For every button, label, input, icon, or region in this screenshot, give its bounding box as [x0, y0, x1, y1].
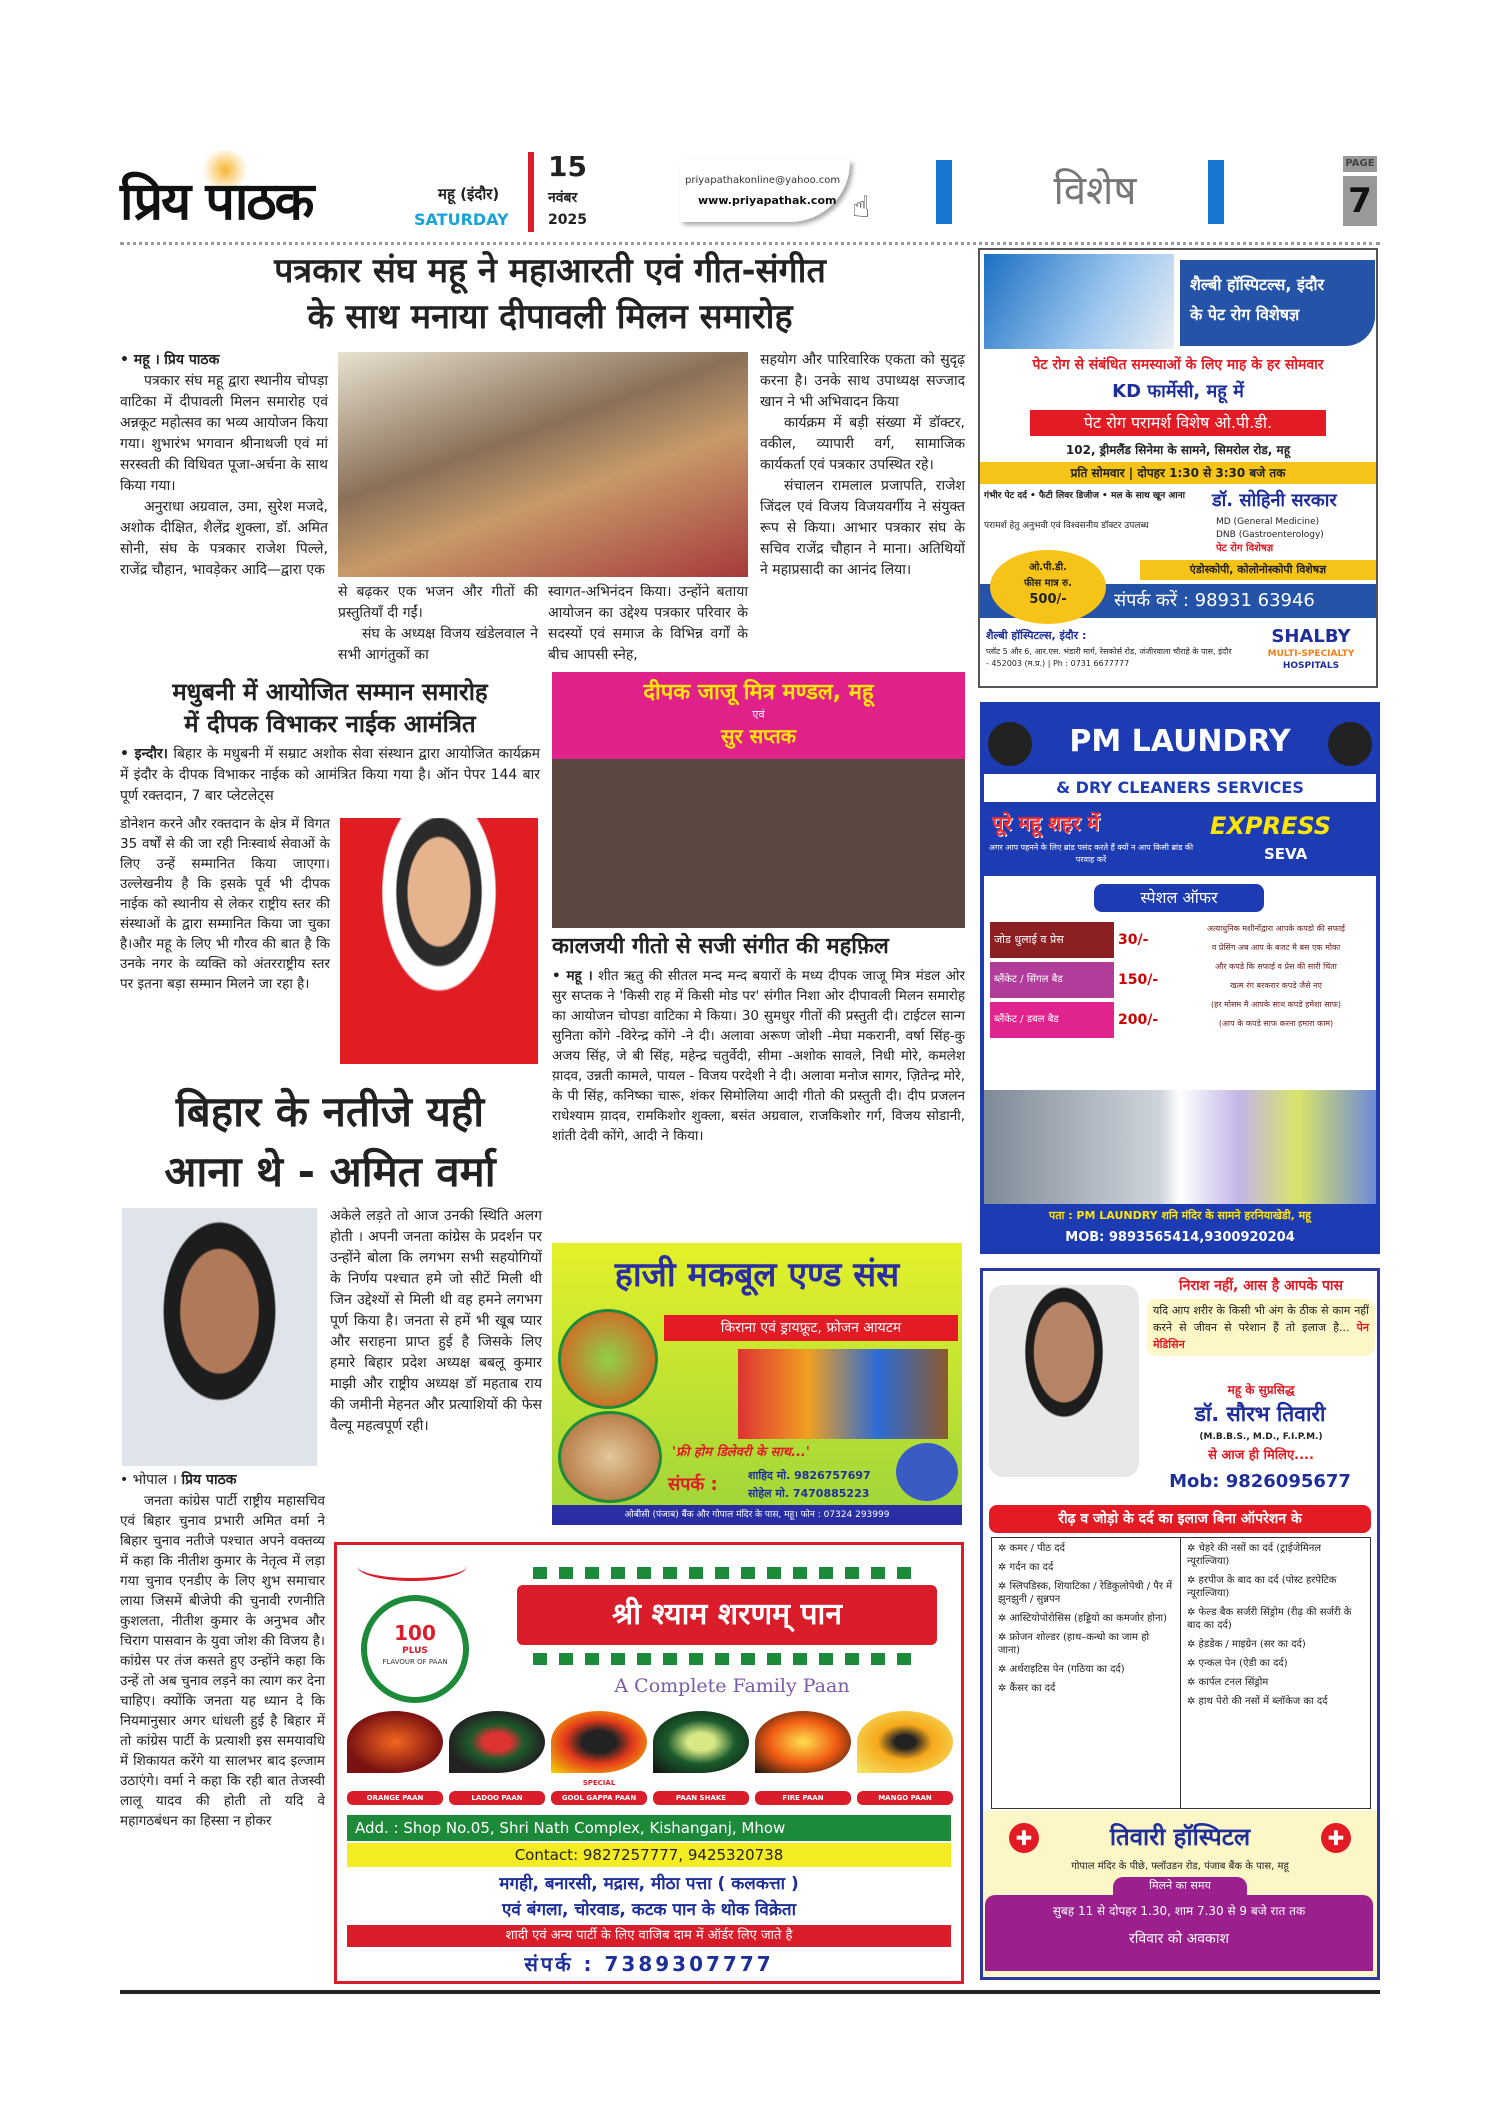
- paan-leaf-garland-bottom: [533, 1653, 923, 1665]
- laundry-photo: [984, 1090, 1376, 1204]
- doctor-photo: [989, 1285, 1139, 1477]
- story1-headline-2: के साथ मनाया दीपावली मिलन समारोह: [307, 297, 793, 337]
- story1-col4-para: सहयोग और पारिवारिक एकता को सुदृढ़ करना है। उनके साथ उपाध्यक्ष सज्जाद खान ने भी अभिवादन किया: [760, 352, 965, 410]
- price-item: जोड धुलाई व प्रेस: [990, 922, 1114, 958]
- section-bracket-left: [936, 160, 952, 224]
- laundry-mobile: MOB: 9893565414,9300920204: [1065, 1230, 1295, 1245]
- story1-col1-para: पत्रकार संघ महू द्वारा स्थानीय चोपड़ा वाटिका में दीपावली मिलन समारोह एवं अन्नकूट महोत्सव का भव्य आयोजन किया गया। शुभारंभ भगवान श्रीनाथजी एवं मां सरस्वती की विधिवत पूजा-अर्चना के साथ किया गया।: [120, 373, 328, 494]
- shalby-title-1: शैल्बी हॉस्पिटल्स, इंदौर: [1190, 275, 1325, 294]
- condition-item: ✲ कमर / पीठ दर्द: [998, 1543, 1065, 1554]
- story3-banner-3: सुर सप्तक: [720, 724, 797, 748]
- conditions-list: [991, 1537, 1371, 1809]
- paan-label: FIRE PAAN: [755, 1791, 851, 1805]
- story4-dateline-place: • भोपाल ।: [120, 1472, 178, 1488]
- conditions-column: [992, 1538, 1181, 1808]
- red-cross-icon: ✚: [1009, 1823, 1039, 1853]
- price-value: 150/-: [1118, 972, 1159, 988]
- paan-title: श्री श्याम शरणम् पान: [517, 1585, 937, 1645]
- haji-contact-2: सोहेल मो. 7470885223: [748, 1487, 870, 1500]
- story1-col1-para: अनुराधा अग्रवाल, उमा, सुरेश मजदे, अशोक दीक्षित, शैलेंद्र शुक्ला, डॉ. अमित सोनी, संघ के पत्रकार राजेश पिल्ले, राजेंद्र चौहान, भावड़ेकर आदि—द्वारा एक: [120, 499, 328, 578]
- haji-title: हाजी मकबूल एण्ड संस: [614, 1255, 900, 1295]
- story2-headline-2: में दीपक विभाकर नाईक आमंत्रित: [184, 710, 476, 738]
- story1-dateline-source: प्रिय पाठक: [164, 352, 220, 368]
- frozen-food-photo: [558, 1309, 658, 1409]
- paan-special: SPECIAL: [582, 1779, 616, 1787]
- ad-paan: [334, 1542, 964, 1984]
- tiwari-doctor: डॉ. सौरभ तिवारी: [1194, 1402, 1326, 1426]
- story4-headline: [120, 1082, 540, 1202]
- laundry-title: PM LAUNDRY: [1069, 724, 1291, 759]
- website-link[interactable]: www.priyapathak.com: [698, 194, 837, 207]
- tiwari-intro-text: यदि आप शरीर के किसी भी अंग के ठीक से काम नहीं करने से जीवन से परेशान हैं तो इलाज है...: [1153, 1304, 1369, 1334]
- paan-image: [449, 1711, 545, 1773]
- shalby-line1: पेट रोग से संबंधित समस्याओं के लिए माह के हर सोमवार: [1032, 357, 1324, 373]
- tiwari-time-box: [985, 1895, 1373, 1971]
- condition-item: ✲ फ्रोजन शोल्डर (हाथ–कन्धो का जाम हो जाना): [998, 1632, 1150, 1656]
- story1-col2-para: से बढ़कर एक भजन और गीतों की प्रस्तुतियाँ दी गईं।: [338, 584, 538, 621]
- badge-plus: PLUS: [402, 1646, 428, 1656]
- story4-headline-1: बिहार के नतीजे यही: [175, 1087, 485, 1136]
- price-value: 30/-: [1118, 932, 1149, 948]
- date-day: 15: [548, 150, 587, 183]
- paan-item: [347, 1711, 443, 1805]
- story1-col3: [548, 582, 748, 666]
- masthead: [120, 150, 1382, 238]
- ad-laundry: [980, 702, 1380, 1254]
- fee-line-3: 500/-: [1029, 592, 1067, 607]
- laundry-offer: स्पेशल ऑफर: [1094, 884, 1264, 912]
- fee-line-2: फीस मात्र रु.: [1024, 578, 1072, 589]
- story2-headline-1: मधुबनी में आयोजित सम्मान समारोह: [172, 678, 488, 706]
- condition-item: ✲ कैंसर का दर्द: [998, 1683, 1056, 1694]
- laundry-desc-line: और कपडे कि सफाई व प्रेस की सारी चिंता: [1215, 962, 1337, 971]
- red-cross-icon: ✚: [1321, 1823, 1351, 1853]
- fee-line-1: ओ.पी.डी.: [1029, 562, 1067, 573]
- story1-col2-para: संघ के अध्यक्ष विजय खंडेलवाल ने सभी आगंतुकों का: [338, 626, 538, 663]
- paan-item: [755, 1711, 851, 1805]
- laundry-tagline: अगर आप पहनने के लिए ब्रांड पसंद करते हैं क्यों न आप किसी ब्रांड की परवाह करें: [988, 843, 1194, 864]
- ad-shalby: [978, 248, 1378, 688]
- paan-item: [857, 1711, 953, 1805]
- paan-label: ORANGE PAAN: [347, 1791, 443, 1805]
- story2-lead-text: बिहार के मधुबनी में सम्राट अशोक सेवा संस्थान द्वारा आयोजित कार्यक्रम में इंदौर के दीपक विभाकर नाईक को आमंत्रित किया गया है। ऑन पेपर 144 बार पूर्ण रक्तदान, 7 बार प्लेटलेट्स: [120, 746, 541, 804]
- condition-item: ✲ एन्कल पेन (ऐडी का दर्द): [1187, 1658, 1288, 1669]
- emblem-icon: [357, 1551, 467, 1581]
- paan-label: GOOL GAPPA PAAN: [551, 1791, 647, 1805]
- tiwari-meet: से आज ही मिलिए....: [1208, 1448, 1314, 1463]
- story1-col4-para: कार्यक्रम में बड़ी संख्या में डॉक्टर, वकील, व्यापारी वर्ग, सामाजिक कार्यकर्ता एवं पत्रकार उपस्थित रहे।: [760, 415, 965, 473]
- page-label: PAGE: [1343, 156, 1377, 172]
- paan-varieties: [347, 1711, 953, 1805]
- weekday: SATURDAY: [414, 210, 509, 229]
- date-year: 2025: [548, 212, 587, 228]
- shalby-footer-address: प्लॉट 5 और 6, आर.एस. भंडारी मार्ग, रेसकोर्स रोड, जंजीरवाला चौराहे के पास, इंदौर - 452003 (म.प्र.) | Ph : 0731 6677777: [986, 647, 1232, 668]
- haji-contact-1: शाहिद मो. 9826757697: [748, 1469, 871, 1482]
- hospital-photo: [984, 254, 1174, 349]
- price-row: [990, 962, 1174, 998]
- story2-photo: [340, 818, 538, 1064]
- tiwari-banner: रीढ़ व जोड़ो के दर्द का इलाज बिना ऑपरेशन के: [989, 1505, 1371, 1533]
- story1-col4-para: संचालन रामलाल प्रजापति, राजेश जिंदल एवं विजय विजयवर्गीय ने संयुक्त रूप से किया। आभार पत्रकार संघ के सचिव राजेंद्र चौहान ने माना। अतिथियों ने महाप्रसादी का आनंद लिया।: [760, 478, 965, 578]
- story4-photo: [122, 1208, 317, 1466]
- story2-lead-para: [120, 744, 540, 807]
- laundry-desc-line: अत्याधुनिक मशीनोंद्वारा आपके कपडो की सफाई: [1207, 924, 1345, 933]
- price-row: [990, 922, 1174, 958]
- laundry-price-table: [990, 922, 1174, 1038]
- tiwari-intro: [1147, 1299, 1375, 1356]
- date-divider: [528, 152, 534, 232]
- shalby-title-box: [1180, 260, 1375, 346]
- shalby-brand: [1248, 626, 1374, 672]
- story1-headline: [120, 248, 980, 340]
- tiwari-time: सुबह 11 से दोपहर 1.30, शाम 7.30 से 9 बजे रात तक: [1052, 1904, 1306, 1918]
- story2-lead: [120, 744, 540, 807]
- condition-item: ✲ अर्थराइटिस पेन (गठिया का दर्द): [998, 1664, 1125, 1675]
- section-bracket-right: [1208, 160, 1224, 224]
- paan-label: LADOO PAAN: [449, 1791, 545, 1805]
- section-title: विशेष: [1053, 168, 1137, 214]
- shalby-degree-2: DNB (Gastroenterology): [1216, 530, 1324, 540]
- contact-oval: [680, 160, 850, 222]
- story2-dateline: • इन्दौर।: [120, 746, 168, 762]
- price-value: 200/-: [1118, 1012, 1159, 1028]
- dryfruit-photo: [558, 1411, 662, 1503]
- tiwari-hospital: तिवारी हॉस्पिटल: [1109, 1823, 1251, 1851]
- condition-item: ✲ स्लिपडिस्क, शियाटिका / रेडिकुलोपेथी / पैर में झुनझुनी / सुन्नपन: [998, 1581, 1173, 1605]
- story1-col2: [338, 582, 538, 666]
- shalby-address: 102, ड्रीमलैंड सिनेमा के सामने, सिमरोल रोड, महू: [1065, 443, 1291, 457]
- tiwari-degree: (M.B.B.S., M.D., F.I.P.M.): [1199, 1432, 1323, 1442]
- laundry-subtitle: & DRY CLEANERS SERVICES: [984, 774, 1376, 802]
- paan-contact: Contact: 9827257777, 9425320738: [347, 1843, 951, 1867]
- laundry-seva: SEVA: [1264, 845, 1308, 863]
- laundry-logo-icon: [1328, 722, 1372, 766]
- laundry-desc-line: (हर मोसम मै आपके साथ कपडे हमेशा साफ): [1210, 1000, 1341, 1009]
- shalby-degree-1: MD (General Medicine): [1216, 517, 1320, 527]
- laundry-desc-line: (आप के कपडे साफ करना हमारा काम): [1218, 1019, 1334, 1028]
- page-number: 7: [1343, 176, 1377, 226]
- story3-body: [552, 966, 965, 1146]
- ad-tiwari: [980, 1268, 1380, 1980]
- story2-body: [120, 814, 330, 994]
- paan-image: [755, 1711, 851, 1773]
- date-month: नवंबर: [548, 190, 578, 206]
- haji-subtitle: किराना एवं ड्रायफ्रूट, फ्रोजन आयटम: [664, 1315, 958, 1341]
- paan-item: [653, 1711, 749, 1805]
- laundry-description: [1178, 922, 1374, 1030]
- haji-delivery: 'फ्री होम डिलेवरी के साथ...': [672, 1445, 810, 1460]
- paan-leaf-garland-top: [533, 1567, 923, 1579]
- story4-dateline-source: प्रिय पाठक: [181, 1472, 237, 1488]
- story1-dateline: [120, 350, 328, 371]
- paan-label: PAAN SHAKE: [653, 1791, 749, 1805]
- story1-headline-1: पत्रकार संघ महू ने महाआरती एवं गीत-संगीत: [274, 251, 826, 291]
- shalby-title-2: के पेट रोग विशेषज्ञ: [1190, 305, 1300, 324]
- story1-photo: [338, 352, 748, 577]
- shalby-footer-name: शैल्बी हॉस्पिटल्स, इंदौर :: [986, 629, 1087, 642]
- paan-image: [653, 1711, 749, 1773]
- price-item: ब्लैंकेट / डबल बैड: [990, 1002, 1114, 1038]
- story4-col2: [330, 1206, 542, 1437]
- bottom-rule: [120, 1990, 1380, 1994]
- shalby-brand-sub2: HOSPITALS: [1282, 661, 1340, 671]
- condition-item: ✲ चेहरे की नसों का दर्द (ट्राईजेमिनल न्यूराल्जिया): [1187, 1543, 1322, 1567]
- paan-phone: संपर्क : 7389307777: [524, 1952, 774, 1976]
- shalby-line2: KD फार्मेसी, महू में: [1112, 381, 1244, 402]
- laundry-address: पता : PM LAUNDRY शनि मंदिर के सामने हरनियाखेडी, महू: [1049, 1209, 1311, 1222]
- paan-item: [551, 1711, 647, 1805]
- condition-item: ✲ कार्पल टनल सिंड्रोम: [1187, 1677, 1269, 1688]
- conditions-column: [1181, 1538, 1370, 1808]
- shalby-brand-name: SHALBY: [1271, 626, 1351, 647]
- shalby-timing: प्रति सोमवार | दोपहर 1:30 से 3:30 बजे तक: [980, 462, 1376, 484]
- story4-col1: [120, 1470, 325, 1831]
- 100-plus-badge: [361, 1595, 469, 1703]
- condition-item: ✲ आस्टियोपोरोसिस (हड्डियो का कमजोर होना): [998, 1613, 1168, 1624]
- story1-col3-para: स्वागत-अभिनंदन किया। उन्होंने बताया आयोजन का उद्देश्य पत्रकार परिवार के सदस्यों एवं समाज के विभिन्न वर्गों के बीच आपसी स्नेह,: [548, 584, 748, 663]
- story3-body-para: [552, 966, 965, 1146]
- story4-col1-para: जनता कांग्रेस पार्टी राष्ट्रीय महासचिव एवं बिहार चुनाव प्रभारी अमित वर्मा ने बिहार चुनाव नतीजे पश्चात अपने वक्तव्य में कहा कि नीतीश कुमार के नेतृत्व में लड़ा गया चुनाव एनडीए के लिए शुभ समाचार लाया जिसमें बीजेपी की चुनावी रणनीति कुशलता, नीतीश कुमार के अनुभव और चिराग पासवान के युवा जोश की विजय है। कांग्रेस पर तंज कसते हुए उन्होंने कहा कि उन्हें तो अब चुनाव लड़ने का त्याग कर देना चाहिए। क्योंकि जनता यह ध्यान दे कि नियमानुसार अगर धांधली हुई है बिहार में तो कांग्रेस पार्टी के प्रत्याशी इस समयावधि में शिकायत करेंगे या सालभर बाद इल्जाम उठाएंगे। वर्मा ने कहा कि रही बात तेजस्वी लालू यादव की होती तो यदि वे महागठबंधन का हिस्सा न होकर: [120, 1493, 325, 1829]
- price-row: [990, 1002, 1174, 1038]
- haji-contact-label: संपर्क :: [668, 1474, 718, 1495]
- condition-item: ✲ गर्दन का दर्द: [998, 1562, 1054, 1573]
- tiwari-famous: महू के सुप्रसिद्ध: [1227, 1383, 1295, 1397]
- laundry-express: EXPRESS: [1210, 812, 1332, 840]
- paan-address: Add. : Shop No.05, Shri Nath Complex, Kishanganj, Mhow: [347, 1815, 951, 1841]
- story4-dateline: [120, 1470, 325, 1491]
- shalby-brand-sub1: MULTI-SPECIALTY: [1267, 649, 1355, 659]
- story3-banner-1: दीपक जाजू मित्र मण्डल, महू: [643, 680, 874, 705]
- story2-body-para: डोनेशन करने और रक्तदान के क्षेत्र में विगत 35 वर्षों से की जा रही निःस्वार्थ सेवाओं के लिए उन्हें सम्मानित किया जाएगा। उल्लेखनीय है कि इसके पूर्व भी दीपक नाईक को स्थानीय से लेकर राष्ट्रीय स्तर की संस्थाओं के द्वारा सम्मानित किया जा चुका है।और महू के लिए भी गौरव की बात है कि उनके नगर के व्यक्ति को अंतरराष्ट्रीय स्तर पर इतना बड़ा सम्मान मिलने जा रहा है।: [120, 816, 330, 992]
- paan-image: [551, 1711, 647, 1773]
- paan-item: [449, 1711, 545, 1805]
- paan-tagline: A Complete Family Paan: [614, 1675, 850, 1697]
- story3-photo: [552, 672, 965, 928]
- tiwari-hope: निराश नहीं, आस है आपके पास: [1178, 1278, 1344, 1294]
- condition-item: ✲ हेडडेक / माइग्रेन (सर का दर्द): [1187, 1639, 1306, 1650]
- story4-headline-2: आना थे - अमित वर्मा: [164, 1147, 496, 1196]
- shalby-doctor: डॉ. सोहिनी सरकार: [1212, 490, 1337, 511]
- grocery-photo: [738, 1349, 948, 1439]
- story4-col2-para: अकेले लड़ते तो आज उनकी स्थिति अलग होती । अपनी जनता कांग्रेस के प्रदर्शन पर उन्होंने बोला कि लगभग सभी सहयोगियों के निर्णय पश्चात हमे जो सीटें मिली थी जिन उद्देश्यों से मिली थी वह हमने लगभग पूर्ण किया है। जनता से हमें भी खूब प्यार और सराहना प्राप्त हुई है जिसके लिए हमारे बिहार प्रदेश अध्यक्ष बबलू कुमार माझी और राष्ट्रीय अध्यक्ष डॉ महताब राय की जमीनी मेहनत और प्रत्याशियों की फेस वैल्यू महत्वपूर्ण रही।: [330, 1208, 542, 1434]
- story2-headline: [120, 676, 540, 740]
- story3-banner-2: एवं: [752, 708, 765, 721]
- city: महू (इंदौर): [438, 185, 500, 203]
- paan-varieties-line1: मगही, बनारसी, मद्रास, मीठा पत्ता ( कलकत्ता ): [499, 1874, 799, 1894]
- newspaper-logo: प्रिय पाठक: [120, 171, 313, 232]
- paan-image: [347, 1711, 443, 1773]
- header-divider: [120, 242, 1380, 245]
- tiwari-address: गोपाल मंदिर के पीछे, फ्लॉउडन रोड, पंजाब बैंक के पास, महू: [1071, 1861, 1289, 1872]
- story3-body-text: शीत ऋतु की सीतल मन्द मन्द बयारों के मध्य दीपक जाजू मित्र मंडल ओर सुर सप्तक ने 'किसी राह में किसी मोड पर' संगीत निशा ओर दीपावली मिलन समारोह का आयोजन चोपडा वाटिका मे किया। 30 सुमधुर गीतों की प्रस्तुती दी। टाईटल सान्ग सुनिता कोंगे -विरेन्द्र कोंगे -ने दी। अलावा अरूण जोशी -मेघा मकरानी, वर्षा सिंह-कु अजय सिंह, जे बी सिंह, महेन्द्र चतुर्वेदी, सीमा -अशोक सावले, निधी मोरे, कमलेश य़ादव, उन्नती कामले, पायल - विजय परदेशी ने दी। अलावा मनोज सागर, ज़ितेन्द्र मोरे, के पी सिंह, कनिष्का चारू, शंकर सिमोलिया आदी गीतो की प्रस्तुती दी। दीप प्रजलन राधेश्याम य़ादव, रामकिशोर शुक्ला, बसंत अग्रवाल, राजकिशोर गर्ग, विजय सोडानी, शांती देवी कोंगे, आदी ने किया।: [552, 968, 966, 1144]
- badge-flavour: FLAVOUR OF PAAN: [382, 1658, 448, 1666]
- pointer-hand-icon: ☝: [852, 190, 871, 225]
- scooter-delivery-icon: [896, 1443, 958, 1501]
- story1-col1: [120, 350, 328, 581]
- tiwari-time-label: मिलने का समय: [1113, 1877, 1247, 1895]
- laundry-city: पूरे महू शहर में: [992, 811, 1100, 835]
- condition-item: ✲ हाथ पेरो की नसों में ब्लॉकेज का दर्द: [1187, 1696, 1328, 1707]
- haji-footer: ओबीसी (पंजाब) बैंक और गोपाल मंदिर के पास, महू। फोन : 07324 293999: [552, 1505, 962, 1525]
- tiwari-mobile: Mob: 9826095677: [1169, 1471, 1351, 1492]
- condition-item: ✲ हरपीज के बाद का दर्द (पोस्ट हरपेटिक न्यूराल्जिया): [1187, 1575, 1337, 1599]
- shalby-endoscopy: एंडोस्कोपी, कोलोनोस्कोपी विशेषज्ञ: [1140, 560, 1376, 580]
- fee-starburst: [990, 550, 1106, 624]
- story1-dateline-place: • महू ।: [120, 352, 160, 368]
- story3-dateline: • महू ।: [552, 968, 593, 984]
- paan-label: MANGO PAAN: [857, 1791, 953, 1805]
- story1-col4: [760, 350, 965, 581]
- shalby-conditions: गंभीर पेट दर्द • फैटी लिवर डिजीज • मल के साथ खून आना: [984, 491, 1185, 501]
- paan-varieties-line2: एवं बंगला, चोरवाड, कटक पान के थोक विक्रेता: [501, 1900, 797, 1920]
- story3-headline: कालजयी गीतो से सजी संगीत की महफ़िल: [552, 934, 889, 959]
- badge-number: 100: [394, 1621, 436, 1645]
- tiwari-holiday: रविवार को अवकाश: [1129, 1931, 1229, 1947]
- shalby-speciality: पेट रोग विशेषज्ञ: [1216, 543, 1274, 554]
- paan-image: [857, 1711, 953, 1773]
- laundry-desc-line: व प्रेसिंग अब आप के बजट मै बस एक मोका: [1211, 943, 1341, 952]
- ad-haji: [552, 1243, 962, 1525]
- price-item: ब्लैंकेट / सिंगल बैड: [990, 962, 1114, 998]
- paan-order: शादी एवं अन्य पार्टी के लिए वाजिब दाम में ऑर्डर लिए जाते है: [347, 1925, 951, 1947]
- laundry-desc-line: खत्म रंग बरकरार कपडे जैसे नए: [1230, 981, 1322, 990]
- shalby-consult: परामर्श हेतु अनुभवी एवं विश्वसनीय डॉक्टर उपलब्ध: [984, 521, 1149, 531]
- email-link[interactable]: priyapathakonline@yahoo.com: [685, 175, 841, 186]
- laundry-logo-icon: [988, 722, 1032, 766]
- tiwari-intro-highlight: पेन मेडिसिन: [1153, 1321, 1369, 1351]
- shalby-opd: पेट रोग परामर्श विशेष ओ.पी.डी.: [1030, 410, 1326, 436]
- condition-item: ✲ फेल्ड बैक सर्जरी सिंड्रोम (रीढ़ की सर्जरी के बाद का दर्द): [1187, 1607, 1352, 1631]
- shalby-contact: संपर्क करें : 98931 63946: [980, 584, 1376, 618]
